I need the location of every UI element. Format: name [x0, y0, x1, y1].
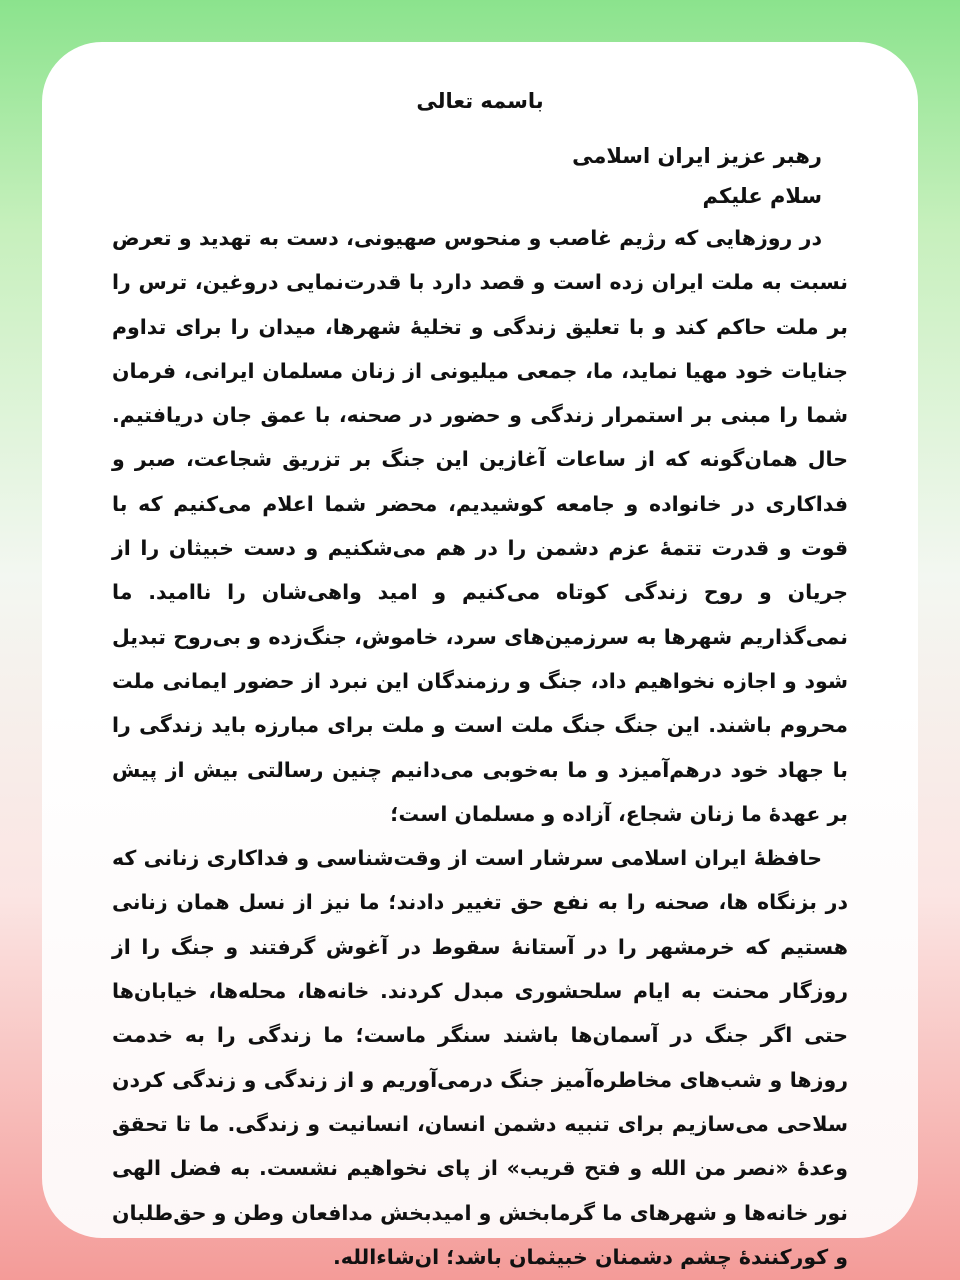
letter-body [112, 86, 848, 1279]
letter-addressee: رهبر عزیز ایران اسلامی [572, 144, 822, 168]
letter-greeting: سلام علیکم [702, 184, 822, 208]
letter-card [42, 42, 918, 1269]
letter-paragraph-1: در روزهایی که رژیم غاصب و منحوس صهیونی، دست به تهدید و تعرض نسبت به ملت ایران زده است و قصد دارد با قدرت‌نمایی دروغین، ترس را بر ملت حاکم کند و با تعلیق زندگی و تخلیهٔ شهرها، میدان را برای تداوم جنایات خود مهیا نماید، ما، جمعی میلیونی از زنان مسلمان ایرانی، فرمان شما را مبنی بر استمرار زندگی و حضور در صحنه، با عمق جان دریافتیم. حال همان‌گونه که از ساعات آغازین این جنگ بر تزریق شجاعت، صبر و فداکاری در خانواده و جامعه کوشیدیم، محضر شما اعلام می‌کنیم که با قوت و قدرت تتمهٔ عزم دشمن را در هم می‌شکنیم و دست خبیثان را از جریان و روح زندگی کوتاه می‌کنیم و امید واهی‌شان را ناامید. ما نمی‌گذاریم شهرها به سرزمین‌های سرد، خاموش، جنگ‌زده و بی‌روح تبدیل شود و اجازه نخواهیم داد، جنگ و رزمندگان این نبرد از حضور ایمانی ملت محروم باشند. این جنگ جنگ ملت است و ملت برای مبارزه باید زندگی را با جهاد خود درهم‌آمیزد و ما به‌خوبی می‌دانیم چنین رسالتی بیش از پیش بر عهدهٔ ما زنان شجاع، آزاده و مسلمان است؛ [112, 226, 848, 826]
letter-paragraph-2: حافظهٔ ایران اسلامی سرشار است از وقت‌شناسی و فداکاری زنانی که در بزنگاه ها، صحنه را به نفع حق تغییر دادند؛ ما نیز از نسل همان زنانی هستیم که خرمشهر را در آستانهٔ سقوط در آغوش گرفتند و جنگ را از روزگار محنت به ایام سلحشوری مبدل کردند. خانه‌ها، محله‌ها، خیابان‌ها حتی اگر جنگ در آسمان‌ها باشند سنگر ماست؛ ما زندگی را به خدمت روزها و شب‌های مخاطره‌آمیز جنگ درمی‌آوریم و از زندگی و زندگی کردن سلاحی می‌سازیم برای تنبیه دشمن انسان، انسانیت و زندگی. ما تا تحقق وعدهٔ «نصر من الله و فتح قریب» از پای نخواهیم نشست. به فضل الهی نور خانه‌ها و شهرهای ما گرمابخش و امیدبخش مدافعان وطن و حق‌طلبان و کورکنندهٔ چشم دشمنان خبیثمان باشد؛ ان‌شاءالله. [112, 846, 848, 1269]
letter-title: باسمه تعالی [416, 89, 544, 113]
